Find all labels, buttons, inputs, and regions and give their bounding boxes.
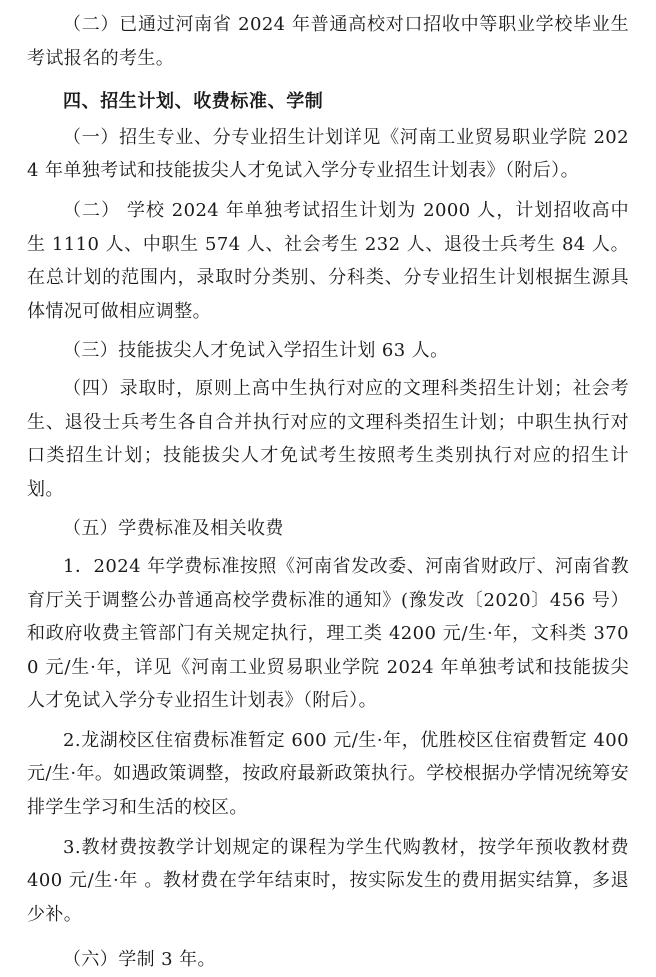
paragraph-plan-1: （一）招生专业、分专业招生计划详见《河南工业贸易职业学院 2024 年单独考试和技能拔尖人才免试入学分专业招生计划表》（附后）。 xyxy=(27,126,629,182)
paragraph-plan-3: （三）技能拔尖人才免试入学招生计划 63 人。 xyxy=(63,340,449,362)
paragraph-fees-textbooks: 3.教材费按教学计划规定的课程为学生代购教材，按学年预收教材费 400 元/生·年 。教材费在学年结束时，按实际发生的费用据实结算，多退少补。 xyxy=(27,836,629,925)
document-page xyxy=(27,0,629,977)
section-heading-4: 四、招生计划、收费标准、学制 xyxy=(63,91,324,113)
paragraph-duration: （六）学制 3 年。 xyxy=(63,949,216,971)
paragraph-plan-4: （四）录取时，原则上高中生执行对应的文理科类招生计划；社会考生、退役士兵考生各自合并执行对应的文理科类招生计划；中职生执行对口类招生计划；技能拔尖人才免试考生按照考生类别执行对应的招生计划。 xyxy=(27,377,629,500)
paragraph-fees-tuition: 1．2024 年学费标准按照《河南省发改委、河南省财政厅、河南省教育厅关于调整公办普通高校学费标准的通知》(豫发改〔2020〕456 号）和政府收费主管部门有关规定执行，理工类 4200 元/生·年，文科类 3700 元/生·年，详见《河南工业贸易职业学院 2024 年单独考试和技能拔尖人才免试入学分专业招生计划表》（附后）。 xyxy=(27,555,629,712)
paragraph-plan-2: （二） 学校 2024 年单独考试招生计划为 2000 人，计划招收高中生 1110 人、中职生 574 人、社会考生 232 人、退役士兵考生 84 人。在总计划的范围内，录取时分类别、分科类、分专业招生计划根据生源具体情况可做相应调整。 xyxy=(27,199,629,322)
paragraph-fees-housing: 2.龙湖校区住宿费标准暂定 600 元/生·年，优胜校区住宿费暂定 400 元/生·年。如遇政策调整，按政府最新政策执行。学校根据办学情况统筹安排学生学习和生活的校区。 xyxy=(27,729,629,819)
paragraph-fees-heading: （五）学费标准及相关收费 xyxy=(63,518,284,540)
paragraph-eligibility-2: （二）已通过河南省 2024 年普通高校对口招收中等职业学校毕业生考试报名的考生。 xyxy=(27,14,629,69)
